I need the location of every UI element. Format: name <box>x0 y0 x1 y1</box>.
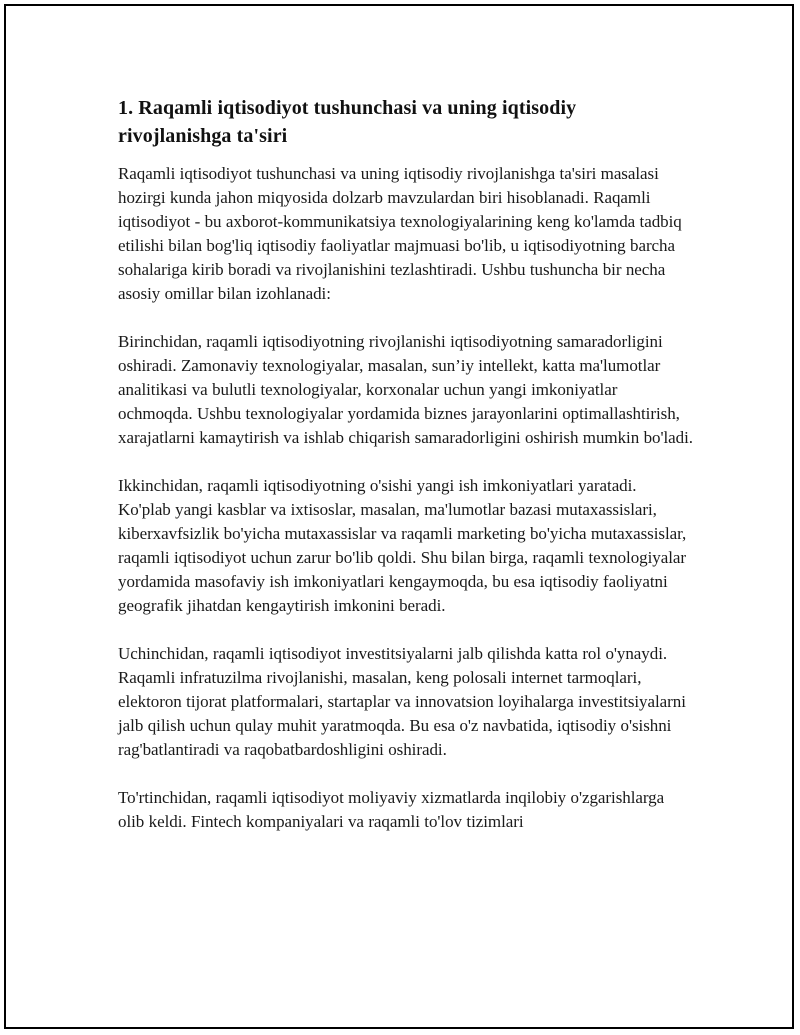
paragraph-third: Uchinchidan, raqamli iqtisodiyot investitsiyalarni jalb qilishda katta rol o'ynaydi. Raqamli infratuzilma rivojlanishi, masalan, keng polosali internet tarmoqlari, elektoron tijorat platformalari, startaplar va innovatsion loyihalarga investitsiyalarni jalb qilish uchun qulay muhit yaratmoqda. Bu esa o'z navbatida, iqtisodiy o'sishni rag'batlantiradi va raqobatbardoshligini oshiradi. <box>118 644 686 759</box>
section-heading: 1. Raqamli iqtisodiyot tushunchasi va uning iqtisodiy rivojlanishga ta'siri <box>118 97 577 147</box>
paragraph-second: Ikkinchidan, raqamli iqtisodiyotning o'sishi yangi ish imkoniyatlari yaratadi. Ko'plab yangi kasblar va ixtisoslar, masalan, ma'lumotlar bazasi mutaxassislari, kiberxavfsizlik bo'yicha mutaxassislar va raqamli marketing bo'yicha mutaxassislar, raqamli iqtisodiyot uchun zarur bo'lib qoldi. Shu bilan birga, raqamli texnologiyalar yordamida masofaviy ish imkoniyatlari kengaymoqda, bu esa iqtisodiy faoliyatni geografik jihatdan kengaytirish imkonini beradi. <box>118 476 687 615</box>
paragraph-intro: Raqamli iqtisodiyot tushunchasi va uning iqtisodiy rivojlanishga ta'siri masalasi hozirgi kunda jahon miqyosida dolzarb mavzulardan biri hisoblanadi. Raqamli iqtisodiyot - bu axborot-kommunikatsiya texnologiyalarining keng ko'lamda tadbiq etilishi bilan bog'liq iqtisodiy faoliyatlar majmuasi bo'lib, u iqtisodiyotning barcha sohalariga kirib boradi va rivojlanishini tezlashtiradi. Ushbu tushuncha bir necha asosiy omillar bilan izohlanadi: <box>118 164 682 303</box>
paragraph-first: Birinchidan, raqamli iqtisodiyotning rivojlanishi iqtisodiyotning samaradorligini oshiradi. Zamonaviy texnologiyalar, masalan, sun’iy intellekt, katta ma'lumotlar analitikasi va bulutli texnologiyalar, korxonalar uchun yangi imkoniyatlar ochmoqda. Ushbu texnologiyalar yordamida biznes jarayonlarini optimallashtirish, xarajatlarni kamaytirish va ishlab chiqarish samaradorligini oshirish mumkin bo'ladi. <box>118 332 693 447</box>
document-body <box>118 94 693 858</box>
paragraph-fourth: To'rtinchidan, raqamli iqtisodiyot moliyaviy xizmatlarda inqilobiy o'zgarishlarga olib keldi. Fintech kompaniyalari va raqamli to'lov tizimlari <box>118 788 665 831</box>
